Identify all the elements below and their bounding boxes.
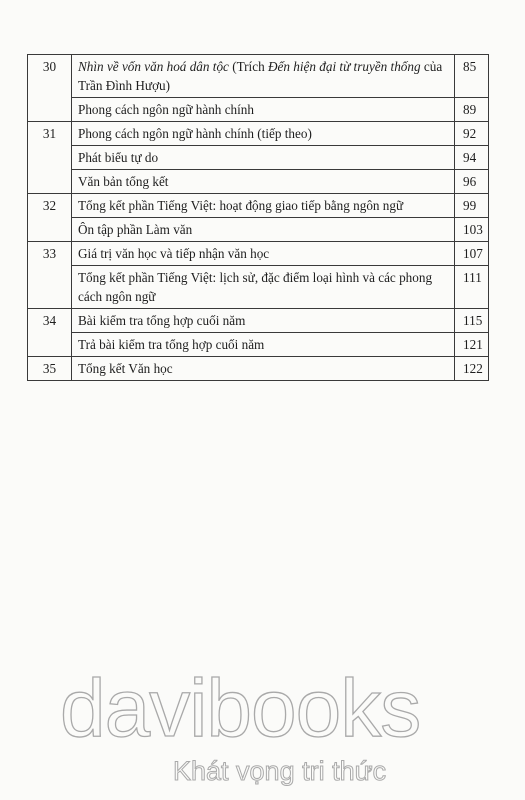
lesson-title: Phong cách ngôn ngữ hành chính	[72, 98, 455, 122]
lesson-title: Phát biểu tự do	[72, 146, 455, 170]
table-row	[28, 146, 489, 170]
lesson-title: Phong cách ngôn ngữ hành chính (tiếp theo)	[72, 122, 455, 146]
watermark-brand: davibooks	[60, 663, 421, 754]
table-row	[28, 218, 489, 242]
page-number: 111	[455, 266, 489, 309]
lesson-title: Văn bản tổng kết	[72, 170, 455, 194]
lesson-title: Bài kiểm tra tổng hợp cuối năm	[72, 309, 455, 333]
table-row	[28, 122, 489, 146]
lesson-title-text: của Trần Đình Hượu)	[78, 59, 443, 93]
week-number: 32	[28, 194, 72, 242]
page-number: 96	[455, 170, 489, 194]
page-number: 94	[455, 146, 489, 170]
table-row	[28, 98, 489, 122]
table-row	[28, 309, 489, 333]
lesson-title-text: (Trích	[228, 59, 268, 74]
table-row	[28, 55, 489, 98]
table-row	[28, 357, 489, 381]
week-number: 33	[28, 242, 72, 309]
page-number: 85	[455, 55, 489, 98]
table-of-contents	[27, 54, 489, 381]
lesson-title: Giá trị văn học và tiếp nhận văn học	[72, 242, 455, 266]
watermark	[60, 663, 480, 786]
table-row	[28, 333, 489, 357]
lesson-title: Ôn tập phần Làm văn	[72, 218, 455, 242]
page-number: 115	[455, 309, 489, 333]
week-number: 30	[28, 55, 72, 122]
lesson-title	[72, 55, 455, 98]
week-number: 31	[28, 122, 72, 194]
lesson-title: Tổng kết phần Tiếng Việt: lịch sử, đặc điểm loại hình và các phong cách ngôn ngữ	[72, 266, 455, 309]
page-number: 122	[455, 357, 489, 381]
page-number: 99	[455, 194, 489, 218]
table-row	[28, 194, 489, 218]
lesson-source-italic: Đến hiện đại từ truyền thống	[267, 59, 421, 74]
page-number: 89	[455, 98, 489, 122]
lesson-title-italic: Nhìn về vốn văn hoá dân tộc	[78, 59, 229, 74]
page-number: 92	[455, 122, 489, 146]
watermark-tagline: Khát vọng tri thức	[173, 756, 387, 786]
lesson-title: Tổng kết Văn học	[72, 357, 455, 381]
table-row	[28, 266, 489, 309]
page-number: 103	[455, 218, 489, 242]
lesson-title: Trả bài kiểm tra tổng hợp cuối năm	[72, 333, 455, 357]
week-number: 34	[28, 309, 72, 357]
table-row	[28, 170, 489, 194]
page-number: 121	[455, 333, 489, 357]
week-number: 35	[28, 357, 72, 381]
table-row	[28, 242, 489, 266]
lesson-title: Tổng kết phần Tiếng Việt: hoạt động giao tiếp bằng ngôn ngữ	[72, 194, 455, 218]
page-number: 107	[455, 242, 489, 266]
